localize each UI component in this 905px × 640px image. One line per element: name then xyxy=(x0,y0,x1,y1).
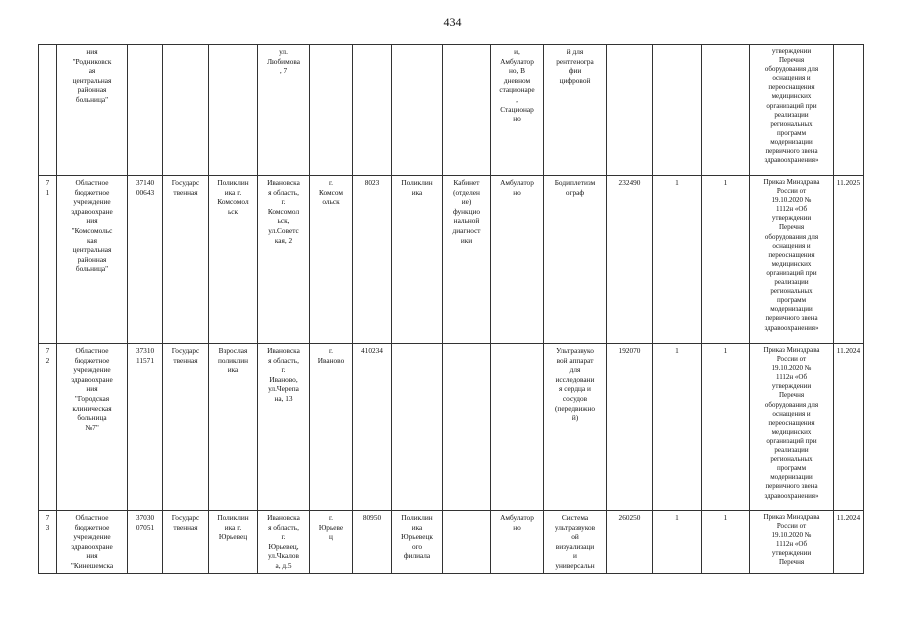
organization-name-cell: Областное бюджетное учреждение здравоохране ния "Городская клиническая больница №7" xyxy=(57,344,128,511)
okato-code-cell: 410234 xyxy=(353,344,392,511)
subdivision-cell: Поликлин ика г. Комсомол ьск xyxy=(209,176,258,344)
org-code-cell xyxy=(128,45,163,176)
table-row xyxy=(39,45,864,176)
address-cell: ул. Любимова , 7 xyxy=(258,45,310,176)
organization-name-cell: ния "Родниковск ая центральная районная больница" xyxy=(57,45,128,176)
unit-cell xyxy=(392,344,443,511)
table-row xyxy=(39,511,864,574)
equipment-name-cell: Система ультразвуков ой визуализаци и универсальн xyxy=(544,511,607,574)
deadline-cell: 11.2025 xyxy=(834,176,864,344)
equipment-name-cell: Ультразвуко вой аппарат для исследовани я сердца и сосудов (передвижно й) xyxy=(544,344,607,511)
cabinet-cell: Кабинет (отделен ие) функцио нальной диагност ики xyxy=(443,176,491,344)
row-number-cell: 7 3 xyxy=(39,511,57,574)
equipment-code-cell: 260250 xyxy=(607,511,653,574)
equipment-code-cell xyxy=(607,45,653,176)
care-conditions-cell: и, Амбулатор но, В дневном стационаре , Стационар но xyxy=(491,45,544,176)
legal-basis-cell: Приказ Минздрава России от 19.10.2020 № 1112н «Об утверждении Перечня xyxy=(750,511,834,574)
locality-cell: г. Иваново xyxy=(310,344,353,511)
equipment-name-cell: й для рентгеногра фии цифровой xyxy=(544,45,607,176)
legal-basis-cell: Приказ Минздрава России от 19.10.2020 № 1112н «Об утверждении Перечня оборудования для оснащения и переоснащения медицинских организаций при реализации региональных программ модернизации первичного звена здравоохранения» xyxy=(750,344,834,511)
org-code-cell: 37140 00643 xyxy=(128,176,163,344)
table-row xyxy=(39,344,864,511)
subdivision-cell xyxy=(209,45,258,176)
care-conditions-cell xyxy=(491,344,544,511)
okato-code-cell: 8023 xyxy=(353,176,392,344)
deadline-cell: 11.2024 xyxy=(834,344,864,511)
okato-code-cell xyxy=(353,45,392,176)
legal-basis-cell: Приказ Минздрава России от 19.10.2020 № 1112н «Об утверждении Перечня оборудования для оснащения и переоснащения медицинских организаций при реализации региональных программ модернизации первичного звена здравоохранения» xyxy=(750,176,834,344)
row-number-cell: 7 1 xyxy=(39,176,57,344)
equipment-table xyxy=(38,44,864,574)
quantity-cell: 1 xyxy=(653,176,702,344)
legal-basis-cell: утверждении Перечня оборудования для оснащения и переоснащения медицинских организаций при реализации региональных программ модернизации первичного звена здравоохранения» xyxy=(750,45,834,176)
deadline-cell: 11.2024 xyxy=(834,511,864,574)
quantity-cell xyxy=(653,45,702,176)
ownership-cell: Государс твенная xyxy=(163,511,209,574)
quantity-cell: 1 xyxy=(702,344,750,511)
address-cell: Ивановска я область, г. Иваново, ул.Черепа на, 13 xyxy=(258,344,310,511)
org-code-cell: 37310 11571 xyxy=(128,344,163,511)
quantity-cell xyxy=(702,45,750,176)
care-conditions-cell: Амбулатор но xyxy=(491,176,544,344)
ownership-cell xyxy=(163,45,209,176)
locality-cell: г. Юрьеве ц xyxy=(310,511,353,574)
locality-cell xyxy=(310,45,353,176)
equipment-code-cell: 192070 xyxy=(607,344,653,511)
quantity-cell: 1 xyxy=(702,511,750,574)
equipment-code-cell: 232490 xyxy=(607,176,653,344)
quantity-cell: 1 xyxy=(653,511,702,574)
equipment-name-cell: Бодиплетизм ограф xyxy=(544,176,607,344)
cabinet-cell xyxy=(443,45,491,176)
ownership-cell: Государс твенная xyxy=(163,344,209,511)
page-number: 434 xyxy=(443,15,462,29)
unit-cell: Поликлин ика Юрьевецк ого филиала xyxy=(392,511,443,574)
subdivision-cell: Взрослая поликлин ика xyxy=(209,344,258,511)
locality-cell: г. Комсом ольск xyxy=(310,176,353,344)
unit-cell xyxy=(392,45,443,176)
address-cell: Ивановска я область, г. Юрьевец, ул.Чкалов а, д.5 xyxy=(258,511,310,574)
okato-code-cell: 80950 xyxy=(353,511,392,574)
organization-name-cell: Областное бюджетное учреждение здравоохране ния "Кинешемска xyxy=(57,511,128,574)
address-cell: Ивановска я область, г. Комсомол ьск, ул.Советс кая, 2 xyxy=(258,176,310,344)
cabinet-cell xyxy=(443,511,491,574)
row-number-cell: 7 2 xyxy=(39,344,57,511)
quantity-cell: 1 xyxy=(702,176,750,344)
organization-name-cell: Областное бюджетное учреждение здравоохране ния "Комсомольс кая центральная районная больница" xyxy=(57,176,128,344)
deadline-cell xyxy=(834,45,864,176)
unit-cell: Поликлин ика xyxy=(392,176,443,344)
quantity-cell: 1 xyxy=(653,344,702,511)
org-code-cell: 37030 07051 xyxy=(128,511,163,574)
row-number-cell xyxy=(39,45,57,176)
care-conditions-cell: Амбулатор но xyxy=(491,511,544,574)
ownership-cell: Государс твенная xyxy=(163,176,209,344)
subdivision-cell: Поликлин ика г. Юрьевец xyxy=(209,511,258,574)
table-row xyxy=(39,176,864,344)
cabinet-cell xyxy=(443,344,491,511)
